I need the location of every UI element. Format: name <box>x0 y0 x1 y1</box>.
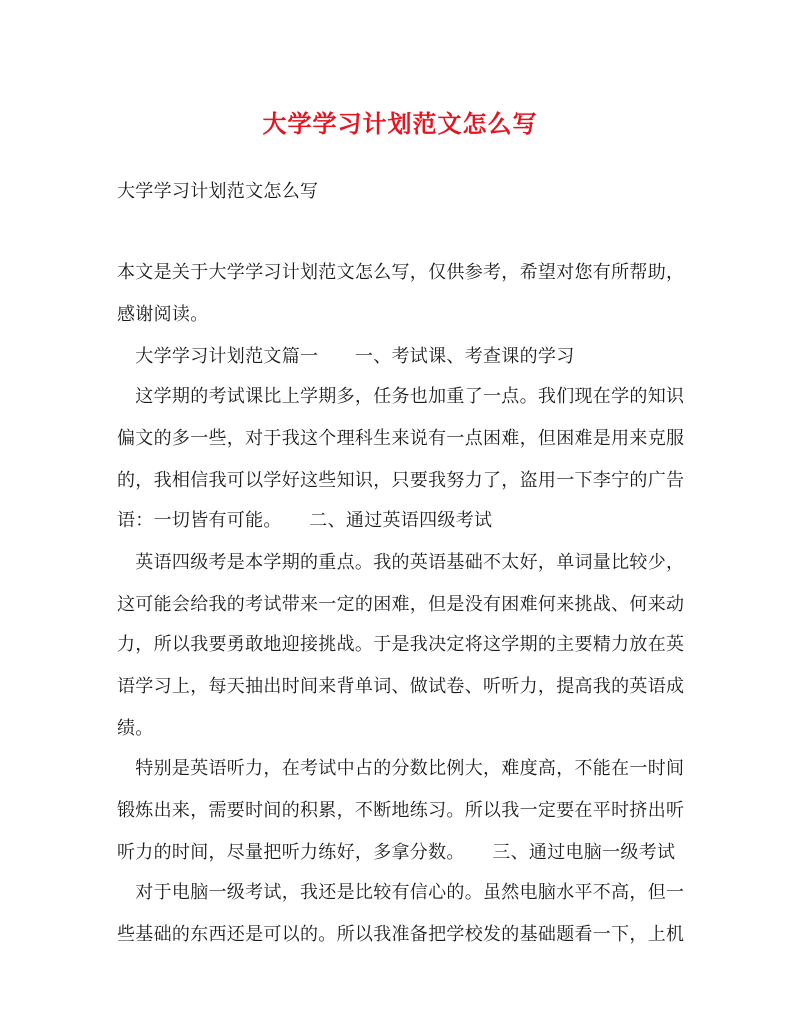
body-line: 力，所以我要勇敢地迎接挑战。于是我决定将这学期的主要精力放在英 <box>117 634 685 655</box>
doc-subtitle: 大学学习计划范文怎么写 <box>117 181 319 202</box>
body-line: 特别是英语听力，在考试中占的分数比例大，难度高，不能在一时间 <box>117 758 685 779</box>
body-line: 偏文的多一些，对于我这个理科生来说有一点困难，但困难是用来克服 <box>117 428 685 449</box>
body-line: 大学学习计划范文篇一 一、考试课、考查课的学习 <box>117 346 575 367</box>
body-line: 绩。 <box>117 718 154 739</box>
body-line: 英语四级考是本学期的重点。我的英语基础不太好，单词量比较少， <box>117 552 685 573</box>
body-line: 语：一切皆有可能。 二、通过英语四级考试 <box>117 510 493 531</box>
body-line: 这学期的考试课比上学期多，任务也加重了一点。我们现在学的知识 <box>117 386 685 407</box>
body-line: 对于电脑一级考试，我还是比较有信心的。虽然电脑水平不高，但一 <box>117 882 685 903</box>
body-line: 些基础的东西还是可以的。所以我准备把学校发的基础题看一下，上机 <box>117 924 685 945</box>
body-line: 感谢阅读。 <box>117 304 209 325</box>
body-line: 的，我相信我可以学好这些知识，只要我努力了，盗用一下李宁的广告 <box>117 470 685 491</box>
body-line: 锻炼出来，需要时间的积累，不断地练习。所以我一定要在平时挤出听 <box>117 800 685 821</box>
body-line: 语学习上，每天抽出时间来背单词、做试卷、听听力，提高我的英语成 <box>117 676 685 697</box>
page-title: 大学学习计划范文怎么写 <box>262 109 538 138</box>
body-line: 听力的时间，尽量把听力练好，多拿分数。 三、通过电脑一级考试 <box>117 842 676 863</box>
body-line: 这可能会给我的考试带来一定的困难，但是没有困难何来挑战、何来动 <box>117 594 685 615</box>
body-line: 本文是关于大学学习计划范文怎么写，仅供参考，希望对您有所帮助， <box>117 262 685 283</box>
